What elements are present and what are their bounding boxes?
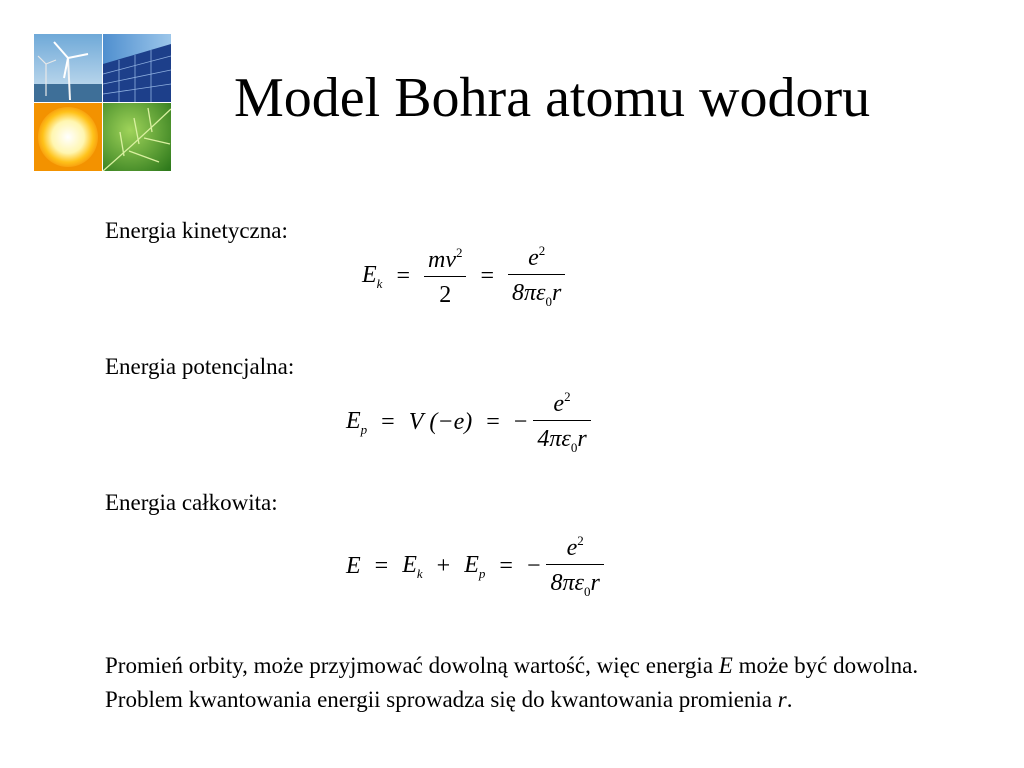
paragraph-part1: Promień orbity, może przyjmować dowolną wartość, więc energia — [105, 653, 719, 678]
eq-total-frac-sup: 2 — [577, 533, 584, 548]
eq-total-lhs: E — [346, 553, 361, 579]
eq-kinetic-frac2-num: e — [528, 245, 539, 271]
eq-kinetic-frac2-sup: 2 — [538, 243, 546, 258]
paragraph-var-r: r — [777, 687, 787, 712]
eq-potential-frac-den-sub: 0 — [570, 440, 578, 455]
eq-total-plus: + — [436, 553, 451, 579]
eq-kinetic-frac2-den-sub: 0 — [545, 294, 553, 309]
eq-potential-frac-num: e — [553, 391, 565, 417]
potential-energy-equation: $E_p = V$ (−e) = − $\frac{e^2}{4\pi\varepsilon_0r}$ — [346, 390, 591, 454]
eq-potential-arg: (−e) — [429, 409, 473, 435]
kinetic-energy-equation: $E_k$ = $\frac{mv^2}{2}$ = $\frac{e^2}{8\pi\varepsilon_0r}$ — [362, 244, 565, 308]
eq-potential-mid: V — [408, 409, 424, 435]
eq-total-term2: E — [464, 551, 479, 578]
eq-kinetic-frac1-den: 2 — [439, 281, 452, 308]
eq-kinetic-frac1 — [424, 246, 466, 307]
potential-energy-label: Energia potencjalna: — [105, 354, 295, 379]
eq-total-term1: E — [402, 551, 417, 578]
eq-potential-frac — [533, 390, 590, 454]
eq-total-frac-den-sub: 0 — [583, 584, 591, 599]
eq-total-frac-den-tail: r — [590, 570, 600, 596]
eq-potential-lhs-sub: p — [360, 421, 368, 437]
eq-total-term2-sub: p — [478, 565, 486, 581]
slide-title: Model Bohra atomu wodoru — [234, 67, 871, 129]
total-energy-equation: $E = E_k + E_p$ = − $\frac{e^2}{8\pi\varepsilon_0r}$ — [346, 534, 604, 598]
eq-total-frac-num: e — [566, 535, 578, 561]
eq-total-frac-den: 8πε — [550, 570, 584, 596]
total-energy-label: Energia całkowita: — [105, 490, 278, 515]
eq-potential-frac-den-tail: r — [577, 426, 587, 452]
paragraph-part2: może być dowolna. Problem kwantowania energii sprowadza się do kwantowania promienia — [105, 653, 919, 712]
eq-kinetic-frac2-den-tail: r — [552, 280, 562, 306]
eq-potential-sign: − — [513, 409, 528, 435]
eq-kinetic-frac2-den: 8πε — [512, 280, 546, 306]
eq-total-term1-sub: k — [416, 565, 423, 581]
eq-potential-frac-sup: 2 — [564, 389, 571, 404]
eq-kinetic-frac1-num: mv — [428, 246, 456, 273]
paragraph-var-e: E — [718, 653, 733, 678]
eq-kinetic-frac2 — [508, 244, 565, 308]
body-paragraph — [105, 649, 985, 717]
eq-total-frac — [546, 534, 603, 598]
eq-kinetic-lhs: E — [362, 261, 377, 288]
eq-kinetic-frac1-sup: 2 — [455, 244, 463, 260]
eq-total-sign: − — [526, 553, 541, 579]
eq-kinetic-lhs-sub: k — [376, 275, 383, 291]
eq-potential-frac-den: 4πε — [537, 426, 571, 452]
renewable-energy-collage-icon — [34, 34, 171, 171]
kinetic-energy-label: Energia kinetyczna: — [105, 218, 288, 243]
paragraph-part3: . — [786, 687, 793, 712]
eq-potential-lhs: E — [346, 407, 361, 434]
